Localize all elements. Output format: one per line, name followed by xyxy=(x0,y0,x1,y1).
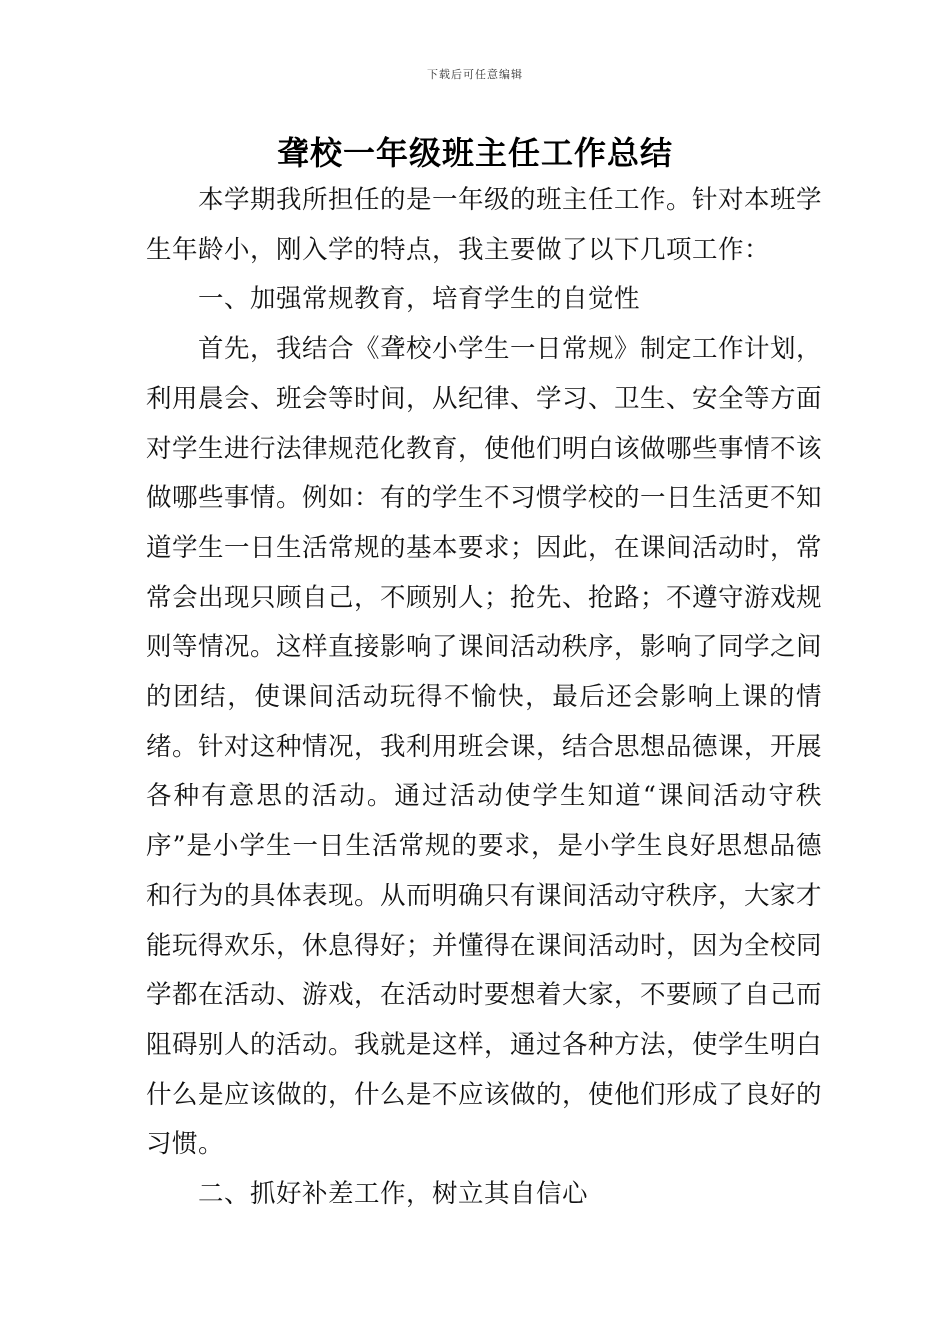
section-heading-2: 二、抓好补差工作，树立其自信心 xyxy=(198,1179,589,1210)
paragraph-intro: 本学期我所担任的是一年级的班主任工作。针对本班学生年龄小，刚入学的特点，我主要做了以下几项工作： xyxy=(146,185,823,265)
header-note: 下载后可任意编辑 xyxy=(427,68,523,81)
paragraph-section-1: 首先，我结合《聋校小学生一日常规》制定工作计划，利用晨会、班会等时间，从纪律、学习、卫生、安全等方面对学生进行法律规范化教育，使他们明白该做哪些事情不该做哪些事情。例如：有的学生不习惯学校的一日生活更不知道学生一日生活常规的基本要求；因此，在课间活动时，常常会出现只顾自己，不顾别人；抢先、抢路；不遵守游戏规则等情况。这样直接影响了课间活动秩序，影响了同学之间的团结，使课间活动玩得不愉快，最后还会影响上课的情绪。针对这种情况，我利用班会课，结合思想品德课，开展各种有意思的活动。通过活动使学生知道“课间活动守秩序”是小学生一日生活常规的要求，是小学生良好思想品德和行为的具体表现。从而明确只有课间活动守秩序，大家才能玩得欢乐，休息得好；并懂得在课间活动时，因为全校同学都在活动、游戏，在活动时要想着大家，不要顾了自己而阻碍别人的活动。我就是这样，通过各种方法，使学生明白什么是应该做的，什么是不应该做的，使他们形成了良好的习惯。 xyxy=(146,334,823,1160)
document-title: 聋校一年级班主任工作总结 xyxy=(276,134,673,172)
section-heading-1: 一、加强常规教育，培育学生的自觉性 xyxy=(198,284,641,315)
document-body xyxy=(146,176,822,1220)
